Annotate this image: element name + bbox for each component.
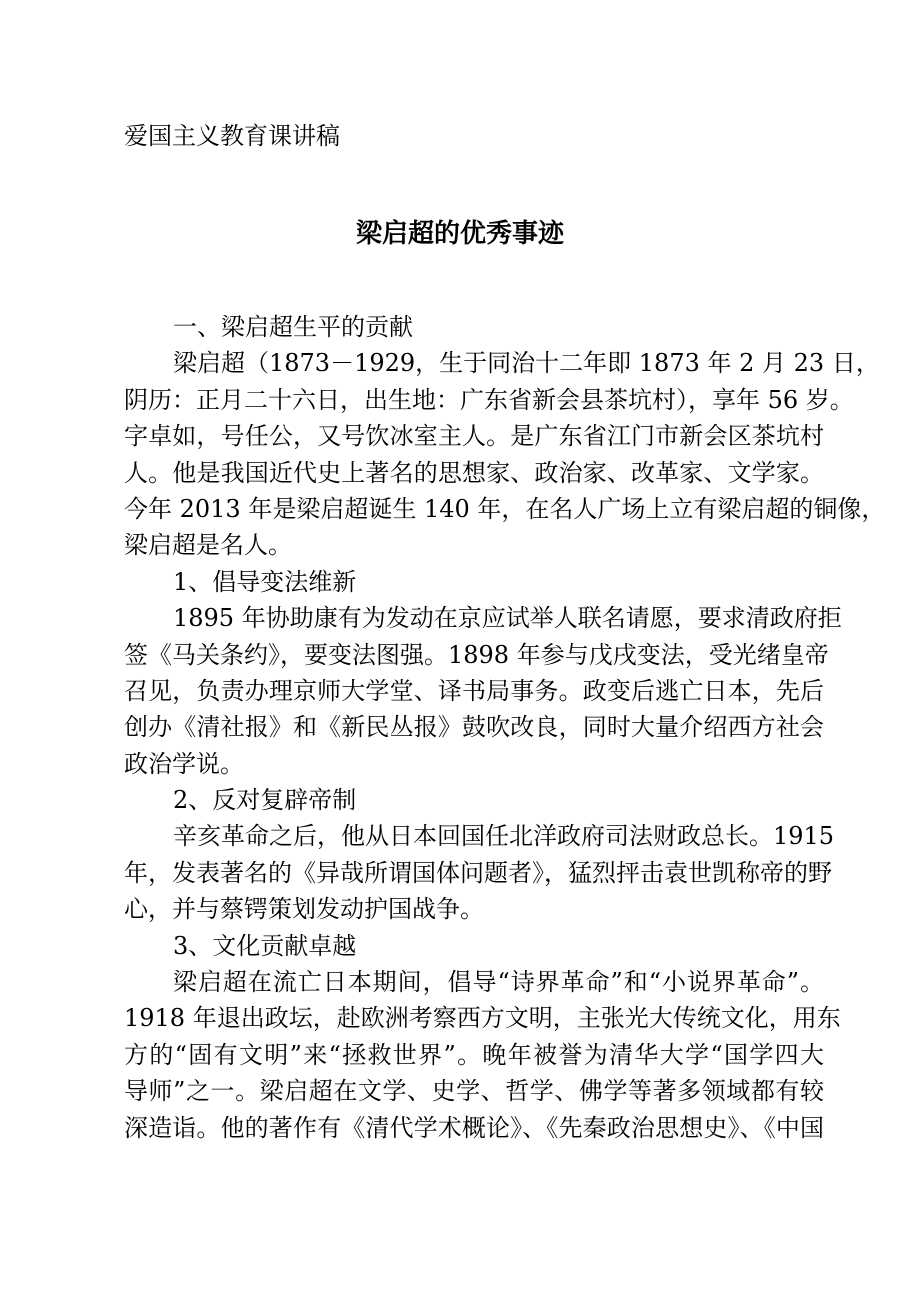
text-line: 1918 年退出政坛，赴欧洲考察西方文明，主张光大传统文化，用东 [124,1004,841,1033]
text-line: 3、文化贡献卓越 [173,931,357,960]
text-line: 召见，负责办理京师大学堂、译书局事务。政变后逃亡日本，先后 [124,676,824,705]
text-line: 深造诣。他的著作有《清代学术概论》、《先秦政治思想史》、《中国 [124,1113,824,1142]
text-line: 梁启超是名人。 [124,531,292,560]
text-line: 梁启超在流亡日本期间，倡导“诗界革命”和“小说界革命”。 [173,968,824,997]
document-body [124,309,886,1146]
text-line: 一、梁启超生平的贡献 [173,313,413,341]
text-line: 1、倡导变法维新 [173,567,357,596]
text-line: 导师”之一。梁启超在文学、史学、哲学、佛学等著多领域都有较 [124,1077,824,1106]
text-line: 1895 年协助康有为发动在京应试举人联名请愿，要求清政府拒 [173,604,842,633]
text-line: 今年 2013 年是梁启超诞生 140 年，在名人广场上立有梁启超的铜像， [124,494,886,523]
text-line: 辛亥革命之后，他从日本回国任北洋政府司法财政总长。1915 [173,822,835,851]
text-line: 政治学说。 [124,749,244,778]
text-line: 梁启超（1873－1929，生于同治十二年即 1873 年 2 月 23 日， [173,349,880,378]
document-title: 梁启超的优秀事迹 [355,219,564,249]
text-line: 人。他是我国近代史上著名的思想家、政治家、改革家、文学家。 [124,458,824,487]
text-line: 2、反对复辟帝制 [173,786,357,815]
text-line: 签《马关条约》，要变法图强。1898 年参与戊戌变法，受光绪皇帝 [124,640,829,669]
text-line: 创办《清社报》和《新民丛报》鼓吹改良，同时大量介绍西方社会 [124,713,824,742]
text-line: 年，发表著名的《异哉所谓国体问题者》，猛烈抨击袁世凯称帝的野 [124,858,832,887]
text-line: 方的“固有文明”来“拯救世界”。晚年被誉为清华大学“国学四大 [124,1040,824,1069]
text-line: 阴历：正月二十六日，出生地：广东省新会县茶坑村），享年 56 岁。 [124,385,854,414]
text-line: 字卓如，号任公，又号饮冰室主人。是广东省江门市新会区茶坑村 [124,422,824,451]
document-header: 爱国主义教育课讲稿 [124,122,340,150]
text-line: 心，并与蔡锷策划发动护国战争。 [124,895,484,924]
